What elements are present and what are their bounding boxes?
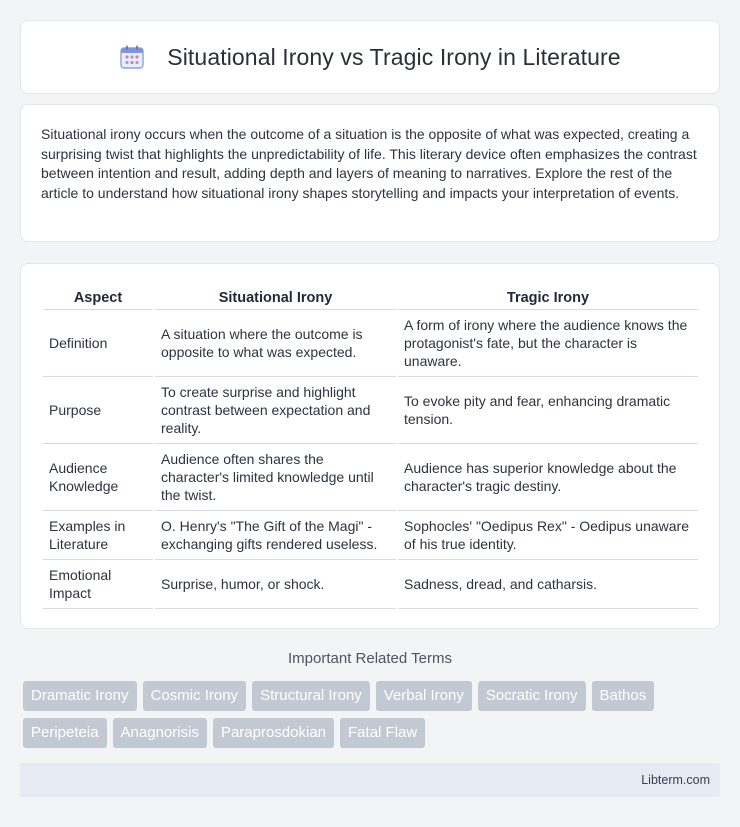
related-term-tag[interactable]: Paraprosdokian [213,718,334,748]
table-row [43,444,698,511]
related-term-tag[interactable]: Dramatic Irony [23,681,137,711]
related-term-tag[interactable]: Structural Irony [252,681,370,711]
table-row [43,560,698,609]
related-terms-list [23,681,723,748]
related-term-tag[interactable]: Anagnorisis [113,718,207,748]
comparison-table [43,282,698,609]
page-title: Situational Irony vs Tragic Irony in Literature [167,43,621,70]
table-row [43,310,698,377]
row-tragic: Sophocles' "Oedipus Rex" - Oedipus unaware of his true identity. [397,511,698,560]
row-situational: Audience often shares the character's limited knowledge until the twist. [154,444,397,511]
related-terms-heading: Important Related Terms [288,650,452,667]
related-term-tag[interactable]: Socratic Irony [478,681,586,711]
column-header-aspect: Aspect [43,282,154,310]
row-aspect: Emotional Impact [43,560,154,609]
column-header-situational: Situational Irony [154,282,397,310]
row-aspect: Definition [43,310,154,377]
footer-bar [20,763,720,797]
header-card [20,20,720,94]
related-term-tag[interactable]: Cosmic Irony [143,681,247,711]
table-row [43,511,698,560]
table-row [43,377,698,444]
footer-brand-link[interactable]: Libterm.com [641,773,710,787]
related-term-tag[interactable]: Bathos [592,681,655,711]
row-situational: O. Henry's "The Gift of the Magi" - exchanging gifts rendered useless. [154,511,397,560]
row-tragic: Sadness, dread, and catharsis. [397,560,698,609]
calendar-grid-icon [119,44,145,70]
comparison-table-card [20,263,720,629]
related-term-tag[interactable]: Verbal Irony [376,681,472,711]
column-header-tragic: Tragic Irony [397,282,698,310]
row-aspect: Examples in Literature [43,511,154,560]
related-term-tag[interactable]: Peripeteia [23,718,107,748]
row-aspect: Audience Knowledge [43,444,154,511]
related-term-tag[interactable]: Fatal Flaw [340,718,425,748]
row-situational: Surprise, humor, or shock. [154,560,397,609]
intro-paragraph: Situational irony occurs when the outcome of a situation is the opposite of what was expected, creating a surprising twist that highlights the unpredictability of life. This literary device often emphasizes the contrast between intention and result, adding depth and layers of meaning to narratives. Explore the rest of the article to understand how situational irony shapes storytelling and impacts your interpretation of events. [41,126,697,201]
row-situational: A situation where the outcome is opposite to what was expected. [154,310,397,377]
row-situational: To create surprise and highlight contrast between expectation and reality. [154,377,397,444]
row-tragic: Audience has superior knowledge about the character's tragic destiny. [397,444,698,511]
row-tragic: A form of irony where the audience knows the protagonist's fate, but the character is unaware. [397,310,698,377]
intro-card [20,104,720,242]
table-header-row [43,282,698,310]
row-aspect: Purpose [43,377,154,444]
row-tragic: To evoke pity and fear, enhancing dramatic tension. [397,377,698,444]
